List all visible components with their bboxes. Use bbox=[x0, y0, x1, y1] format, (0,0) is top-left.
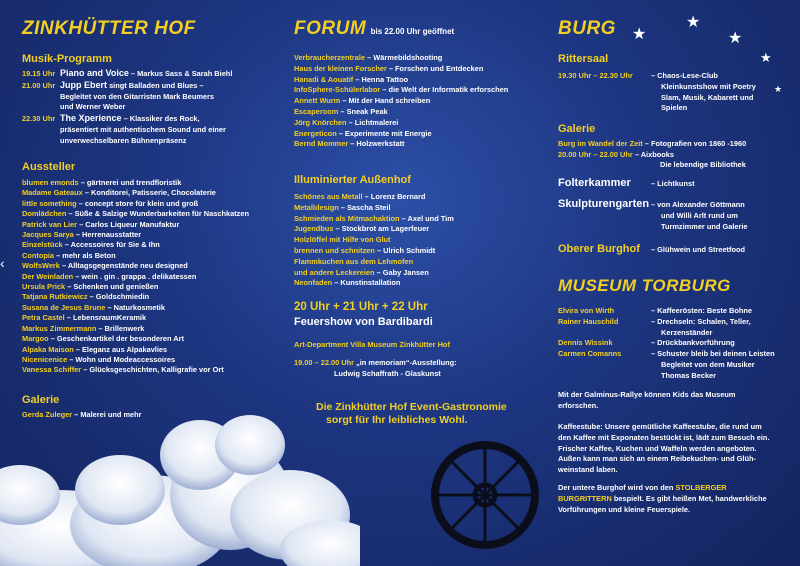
museum-row bbox=[558, 338, 775, 349]
item-name: blumen emonds bbox=[22, 178, 79, 187]
item-desc: – Fotografien von 1860 -1960 bbox=[642, 139, 747, 148]
wheel-icon bbox=[430, 420, 540, 566]
gastro-line1: Die Zinkhütter Hof Event-Gastronomie bbox=[316, 401, 507, 413]
item-name: Susana de Jesus Brune bbox=[22, 302, 106, 312]
musik-list bbox=[22, 68, 232, 147]
chevron-left-icon[interactable]: ‹ bbox=[0, 255, 5, 271]
item-desc: – Carlos Liqueur Manufaktur bbox=[77, 219, 180, 229]
burg-galerie-heading: Galerie bbox=[558, 123, 596, 135]
burghof-text: Der untere Burghof wird von den STOLBERGER BURGRITTERN bespielt. Es gibt heißen Met, handwerkliche Vorführungen und kleine Feuerspiele. bbox=[558, 483, 767, 514]
rittersaal-line: – Chaos-Lese-Club bbox=[651, 71, 718, 80]
item-desc: – Goldschmiedin bbox=[87, 292, 150, 302]
musik-desc: und Werner Weber bbox=[60, 102, 126, 112]
kaffee-line: Kaffeestube: Unsere gemütliche Kaffeestube, die rund um bbox=[558, 422, 762, 431]
item-name: Verbraucherzentrale bbox=[294, 53, 366, 62]
burg-galerie-row bbox=[558, 150, 746, 161]
museum-row bbox=[558, 360, 775, 371]
museum-row bbox=[558, 371, 775, 382]
aussteller-row bbox=[22, 303, 249, 313]
musik-act: Piano and Voice bbox=[60, 68, 129, 78]
item-desc: – Mit der Hand schreiben bbox=[340, 96, 431, 106]
aussenhof-row bbox=[294, 235, 454, 246]
item-name: Flammkuchen aus dem Lehmofen bbox=[294, 256, 414, 266]
rittersaal-line: Slam, Musik, Kabarett und bbox=[661, 92, 754, 102]
memoriam-line2: Ludwig Schaffrath - Glaskunst bbox=[334, 369, 441, 378]
musik-row bbox=[22, 136, 232, 147]
rittersaal-line: Kleinkunstshow mit Poetry bbox=[661, 81, 756, 91]
item-name: Schönes aus Metall bbox=[294, 192, 363, 201]
item-name: brennen und schnitzen bbox=[294, 245, 375, 255]
aussteller-row bbox=[22, 220, 249, 230]
museum-name: Dennis Wissink bbox=[558, 338, 613, 348]
item-desc: – Brillenwerk bbox=[96, 323, 145, 333]
skulptur-line: Turmzimmer und Galerie bbox=[661, 221, 748, 231]
item-desc: – Naturkosmetik bbox=[105, 302, 165, 312]
item-desc: – gärtnerei und trendfloristik bbox=[78, 178, 182, 187]
aussteller-row bbox=[22, 209, 249, 219]
aussteller-row bbox=[22, 282, 249, 292]
item-desc: – Kunstinstallation bbox=[332, 278, 401, 288]
item-name: Jugendbus bbox=[294, 224, 334, 234]
item-desc: – Henna Tattoo bbox=[353, 74, 409, 84]
aussteller-row bbox=[22, 355, 249, 365]
item-name: Patrick van Lier bbox=[22, 219, 78, 229]
museum-desc: – Schuster bleib bei deinen Leisten bbox=[651, 349, 775, 359]
museum-desc: Thomas Becker bbox=[661, 370, 717, 380]
oberer-heading: Oberer Burghof bbox=[558, 243, 640, 255]
forum-row bbox=[294, 139, 508, 150]
item-name: little something bbox=[22, 198, 77, 208]
musik-desc: – Markus Sass & Sarah Biehl bbox=[128, 69, 233, 78]
item-desc: – mehr als Beton bbox=[54, 250, 116, 260]
kaffee-text bbox=[558, 422, 770, 476]
forum-row bbox=[294, 85, 508, 96]
item-name: WolfsWerk bbox=[22, 261, 60, 271]
musik-desc: – Klassiker des Rock, bbox=[121, 114, 200, 124]
museum-title: MUSEUM TORBURG bbox=[558, 276, 731, 295]
item-desc: – Konditorei, Patisserie, Chocolaterie bbox=[82, 188, 216, 198]
item-name: Nicenicenice bbox=[22, 354, 68, 364]
item-name: Contopia bbox=[22, 250, 55, 260]
item-desc: – Aixbooks bbox=[632, 149, 674, 159]
rittersaal-time: 19.30 Uhr – 22.30 Uhr bbox=[558, 71, 633, 80]
item-name: Domlädchen bbox=[22, 209, 67, 219]
skulptur-line: – von Alexander Göttmann bbox=[651, 200, 745, 209]
aussteller-row bbox=[22, 230, 249, 240]
museum-desc: – Drechseln: Schalen, Teller, bbox=[651, 316, 751, 326]
item-name: Einzelstück bbox=[22, 240, 63, 250]
item-name: Jörg Knörchen bbox=[294, 117, 347, 127]
star-icon: ★ bbox=[728, 30, 743, 47]
forum-row bbox=[294, 96, 508, 107]
galerie-item: Gerda Zuleger – Malerei und mehr bbox=[22, 410, 142, 419]
item-desc: – LebensraumKeramik bbox=[64, 313, 147, 323]
aussteller-row bbox=[22, 178, 249, 188]
burg-galerie-extra: Die lebendige Bibliothek bbox=[660, 160, 746, 169]
galminus-text bbox=[558, 390, 735, 412]
item-name: Holzlöffel mit Hilfe von Glut bbox=[294, 235, 391, 245]
aussteller-row bbox=[22, 199, 249, 209]
item-name: Alpaka Maison bbox=[22, 344, 74, 354]
forum-row bbox=[294, 129, 508, 140]
item-name: Schmieden als Mitmachaktion bbox=[294, 213, 400, 223]
museum-list bbox=[558, 306, 775, 382]
museum-desc: Kerzenständer bbox=[661, 327, 713, 337]
aussteller-row bbox=[22, 251, 249, 261]
musik-act: The Xperience bbox=[60, 113, 122, 124]
aussenhof-list bbox=[294, 192, 454, 289]
musik-act: Jupp Ebert bbox=[60, 79, 108, 90]
aussteller-list bbox=[22, 178, 249, 376]
item-name: InfoSphere-Schülerlabor bbox=[294, 85, 381, 95]
aussenhof-row bbox=[294, 214, 454, 225]
musik-desc: präsentiert mit authentischem Sound und einer bbox=[60, 124, 226, 134]
kaffee-line: Frischer Kaffee, Kuchen und Waffeln werden angeboten. bbox=[558, 443, 757, 453]
aussteller-row bbox=[22, 313, 249, 323]
musik-row bbox=[22, 113, 232, 125]
star-icon: ★ bbox=[774, 84, 783, 94]
folter-heading: Folterkammer bbox=[558, 177, 631, 189]
item-desc: – Forschen und Entdecken bbox=[386, 63, 484, 73]
zinkhuetter-title: ZINKHÜTTER HOF bbox=[22, 18, 196, 39]
forum-row bbox=[294, 64, 508, 75]
feuershow-times: 20 Uhr + 21 Uhr + 22 Uhr bbox=[294, 301, 428, 313]
item-desc: – Wärmebildshooting bbox=[365, 53, 443, 62]
item-desc: – Axel und Tim bbox=[399, 213, 454, 223]
musik-time: 19.15 Uhr bbox=[22, 69, 56, 78]
aussenhof-row bbox=[294, 246, 454, 257]
item-name: Metalldesign bbox=[294, 202, 339, 212]
item-name: Neonfaden bbox=[294, 278, 333, 288]
item-desc: – Alltagsgegenstände neu designed bbox=[59, 261, 188, 271]
museum-desc: Begleitet von dem Musiker bbox=[661, 359, 755, 369]
item-desc: – Holzwerkstatt bbox=[348, 139, 405, 149]
forum-row bbox=[294, 75, 508, 86]
skulptur-heading: Skulpturengarten bbox=[558, 198, 650, 210]
aussenhof-row bbox=[294, 192, 454, 203]
musik-desc: singt Balladen und Blues – bbox=[107, 80, 204, 90]
aussteller-row bbox=[22, 365, 249, 375]
museum-name: Rainer Hauschild bbox=[558, 316, 619, 326]
aussteller-row bbox=[22, 292, 249, 302]
aussteller-row bbox=[22, 334, 249, 344]
feuershow-title: Feuershow von Bardibardi bbox=[294, 316, 433, 328]
aussenhof-row bbox=[294, 278, 454, 289]
aussteller-row bbox=[22, 324, 249, 334]
item-desc: – Ulrich Schmidt bbox=[374, 245, 436, 255]
item-desc: – Geschenkartikel der besonderen Art bbox=[48, 334, 184, 344]
forum-title: FORUM bbox=[294, 18, 367, 39]
musik-desc: unverwechselbaren Bühnenpräsenz bbox=[60, 135, 187, 145]
musik-time: 21.00 Uhr bbox=[22, 80, 56, 90]
aussteller-heading: Aussteller bbox=[22, 161, 76, 173]
kaffee-line: den Kaffee mit Exponaten bestückt ist, lädt zum Besuch ein. bbox=[558, 432, 770, 442]
item-desc: – Sneak Peak bbox=[338, 106, 388, 116]
burg-title: BURG bbox=[558, 18, 616, 39]
aussteller-row bbox=[22, 272, 249, 282]
aussenhof-row bbox=[294, 203, 454, 214]
aussenhof-row bbox=[294, 224, 454, 235]
item-name: und andere Leckereien bbox=[294, 267, 375, 277]
galminus-line: erforschen. bbox=[558, 400, 599, 410]
item-desc: – Accessoires für Sie & Ihn bbox=[62, 240, 160, 250]
star-icon: ★ bbox=[686, 14, 701, 31]
item-name: Margoo bbox=[22, 334, 49, 344]
aussteller-row bbox=[22, 345, 249, 355]
museum-name: Elvira von Wirth bbox=[558, 306, 615, 315]
item-name: Escaperoom bbox=[294, 106, 339, 116]
aussteller-row bbox=[22, 188, 249, 198]
item-desc: – Experimente mit Energie bbox=[336, 128, 432, 138]
musik-heading: Musik-Programm bbox=[22, 53, 112, 65]
artdep: Art-Department Villa Museum Zinkhütter Hof bbox=[294, 340, 450, 349]
item-name: Burg im Wandel der Zeit bbox=[558, 139, 643, 148]
item-name: Markus Zimmermann bbox=[22, 323, 97, 333]
aussenhof-heading: Illuminierter Außenhof bbox=[294, 174, 411, 186]
kaffee-line: weinstand laben. bbox=[558, 465, 618, 475]
star-icon: ★ bbox=[760, 50, 772, 65]
museum-desc: – Drückbankvorführung bbox=[651, 338, 735, 348]
burg-galerie-list bbox=[558, 139, 746, 161]
item-name: Energeticon bbox=[294, 128, 337, 138]
kaffee-line: Außen kann man sich an einem Reibekuchen- und Glüh- bbox=[558, 454, 756, 464]
museum-row bbox=[558, 328, 775, 339]
museum-row bbox=[558, 349, 775, 360]
musik-desc: Begleitet von den Gitarristen Mark Beumers bbox=[60, 91, 215, 101]
musik-row bbox=[22, 92, 232, 103]
aussteller-row bbox=[22, 261, 249, 271]
item-desc: – Lorenz Bernard bbox=[362, 192, 426, 201]
item-desc: – Wohn und Modeaccessoires bbox=[67, 354, 176, 364]
galerie-heading: Galerie bbox=[22, 394, 60, 406]
oberer-desc: – Glühwein und Streetfood bbox=[651, 245, 746, 254]
musik-row bbox=[22, 125, 232, 136]
museum-row bbox=[558, 306, 775, 317]
musik-time: 22.30 Uhr bbox=[22, 114, 56, 124]
forum-note: bis 22.00 Uhr geöffnet bbox=[370, 27, 455, 36]
item-name: Madame Gateaux bbox=[22, 188, 83, 198]
gastro-line2: sorgt für Ihr leibliches Wohl. bbox=[326, 414, 468, 426]
item-desc: – Eleganz aus Alpakavlies bbox=[73, 344, 168, 354]
item-name: Bernd Mommer bbox=[294, 139, 349, 149]
skulptur-line: und Willi Arlt rund um bbox=[661, 210, 738, 220]
item-desc: – Süße & Salzige Wunderbarkeiten für Naschkatzen bbox=[66, 209, 249, 219]
forum-list bbox=[294, 53, 508, 150]
item-name: Ursula Prick bbox=[22, 282, 66, 292]
memoriam: 19.00 – 22.00 Uhr „in memoriam“-Ausstellung: bbox=[294, 358, 457, 367]
burg-galerie-row bbox=[558, 139, 746, 150]
item-desc: – Stockbrot am Lagerfeuer bbox=[333, 224, 430, 234]
museum-name: Carmen Comanns bbox=[558, 349, 622, 359]
item-name: Hanadi & Aouatif bbox=[294, 74, 354, 84]
item-desc: – Lichtmalerei bbox=[346, 117, 399, 127]
rittersaal-line: Spielen bbox=[661, 103, 688, 113]
musik-row bbox=[22, 80, 232, 92]
item-name: Vanessa Schiffer bbox=[22, 365, 82, 375]
aussteller-row bbox=[22, 240, 249, 250]
aussenhof-row bbox=[294, 257, 454, 268]
rittersaal-heading: Rittersaal bbox=[558, 53, 609, 65]
forum-row bbox=[294, 107, 508, 118]
item-desc: – Gaby Jansen bbox=[374, 267, 429, 277]
museum-row bbox=[558, 317, 775, 328]
item-desc: – Herrenausstatter bbox=[73, 230, 142, 240]
skulptur-lines bbox=[651, 200, 748, 232]
musik-row bbox=[22, 102, 232, 113]
item-desc: – Glücksgeschichten, Kalligrafie vor Ort bbox=[81, 365, 224, 375]
item-name: 20.00 Uhr – 22.00 Uhr bbox=[558, 149, 633, 159]
item-desc: – concept store für klein und groß bbox=[76, 198, 199, 208]
forum-row bbox=[294, 53, 508, 64]
folter-desc: – Lichtkunst bbox=[651, 179, 695, 188]
item-name: Petra Castel bbox=[22, 313, 65, 323]
museum-desc: – Kaffeerösten: Beste Bohne bbox=[651, 306, 753, 315]
musik-row bbox=[22, 68, 232, 80]
item-name: Tatjana Rutkiewicz bbox=[22, 292, 88, 302]
forum-title-row bbox=[294, 18, 454, 40]
rittersaal-lines bbox=[651, 71, 756, 114]
item-name: Der Weinladen bbox=[22, 271, 74, 281]
item-name: Annett Wurm bbox=[294, 96, 341, 106]
star-icon: ★ bbox=[632, 26, 647, 43]
item-name: Jacques Sarya bbox=[22, 230, 74, 240]
item-desc: – Sascha Steil bbox=[338, 202, 391, 212]
item-name: Haus der kleinen Forscher bbox=[294, 63, 387, 73]
galminus-line: Mit der Galminus-Rallye können Kids das Museum bbox=[558, 390, 736, 399]
aussenhof-row bbox=[294, 268, 454, 279]
item-desc: – Schenken und genießen bbox=[65, 282, 159, 292]
forum-row bbox=[294, 118, 508, 129]
item-desc: – die Welt der Informatik erforschen bbox=[380, 85, 509, 95]
item-desc: – wein . gin . grappa . delikatessen bbox=[73, 271, 197, 281]
